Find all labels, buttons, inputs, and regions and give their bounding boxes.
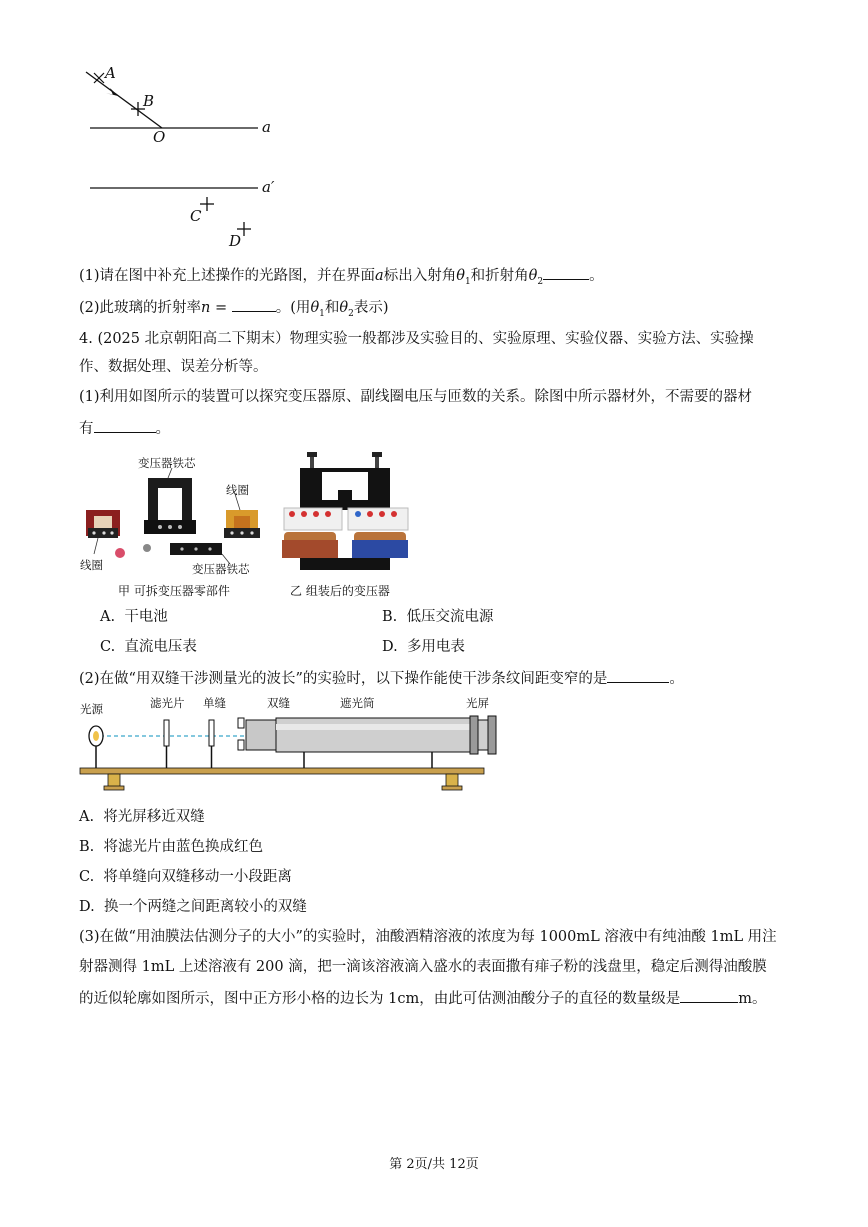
page-number: 第 2页/共 12页 [389, 1157, 479, 1172]
knob [143, 544, 151, 552]
label-b-pin: B [143, 92, 155, 110]
screen-holder [470, 716, 478, 754]
core-u-part [144, 478, 196, 534]
option-2-c[interactable]: C. 将单缝向双缝移动一小段距离 [79, 869, 292, 885]
answer-blank[interactable] [543, 264, 589, 280]
right-coil-part [224, 510, 260, 538]
option-2-d[interactable]: D. 换一个两缝之间距离较小的双缝 [79, 899, 307, 915]
knob [115, 548, 125, 558]
label-interface-a-prime: a′ [262, 178, 275, 196]
caption-yi: 乙 组装后的变压器 [290, 584, 390, 598]
label-c-pin: C [190, 207, 202, 225]
label-coil-right: 线圈 [226, 483, 249, 497]
label-d-pin: D [229, 232, 242, 250]
caption-jia: 甲 可拆变压器零部件 [118, 584, 230, 598]
q4-part1-line2: 有 。 [79, 417, 170, 439]
q3-part2: (2)此玻璃的折射率n = 。(用$\theta_1$和$\theta_2$表示) [79, 296, 389, 324]
answer-blank[interactable] [232, 296, 276, 312]
q4-stem-line2: 作、数据处理、误差分析等。 [79, 359, 268, 375]
core-bar-part [170, 543, 222, 555]
label-double-slit: 双缝 [267, 696, 290, 710]
q4-part3-line3: 的近似轮廓如图所示，图中正方形小格的边长为 1cm，由此可估测油酸分子的直径的数量级是 m。 [79, 987, 766, 1009]
double-slit-holder [246, 720, 276, 750]
left-coil-part [86, 510, 120, 538]
optical-bench-rail [80, 768, 484, 774]
single-slit [209, 720, 214, 746]
light-shield-tube [276, 718, 476, 752]
assembled-transformer-figure [280, 450, 415, 580]
q3-part1: (1)请在图中补充上述操作的光路图，并在界面a标出入射角$\theta_1$和折射角$\theta_2$ 。 [79, 264, 604, 292]
label-a-pin: A [105, 64, 116, 82]
optical-bench-figure [78, 714, 498, 794]
option-2-b[interactable]: B. 将滤光片由蓝色换成红色 [79, 839, 263, 855]
q4-part1-line1: (1)利用如图所示的装置可以探究变压器原、副线圈电压与匝数的关系。除图中所示器材外，不需要的器材 [79, 389, 753, 405]
answer-blank[interactable] [94, 417, 156, 433]
q4-stem-line1: 4. (2025 北京朝阳高二下期末）物理实验一般都涉及实验目的、实验原理、实验仪器、实验方法、实验操 [79, 331, 754, 347]
label-coil-left: 线圈 [80, 558, 103, 572]
option-1-a[interactable]: A. 干电池 [100, 609, 168, 625]
label-light-source: 光源 [80, 702, 103, 716]
q4-part3-line1: (3)在做“用油膜法估测分子的大小”的实验时，油酸酒精溶液的浓度为每 1000mL 溶液中有纯油酸 1mL 用注 [79, 929, 777, 945]
label-screen: 光屏 [466, 696, 489, 710]
ray-arrow [106, 88, 118, 96]
q4-part2: (2)在做“用双缝干涉测量光的波长”的实验时，以下操作能使干涉条纹间距变窄的是 。 [79, 667, 684, 689]
answer-blank[interactable] [607, 667, 669, 683]
option-1-d[interactable]: D. 多用电表 [382, 639, 465, 655]
refraction-diagram [80, 60, 300, 255]
label-interface-a: a [262, 118, 271, 136]
filter [164, 720, 169, 746]
label-o-point: O [153, 128, 166, 146]
q4-part3-line2: 射器测得 1mL 上述溶液有 200 滴，把一滴该溶液滴入盛水的表面撒有痱子粉的浅盘里，稳定后测得油酸膜 [79, 959, 767, 975]
option-2-a[interactable]: A. 将光屏移近双缝 [79, 809, 205, 825]
label-tube: 遮光筒 [340, 696, 375, 710]
label-single-slit: 单缝 [203, 696, 226, 710]
option-1-b[interactable]: B. 低压交流电源 [382, 609, 494, 625]
label-core-bottom: 变压器铁芯 [192, 562, 250, 576]
label-core-top: 变压器铁芯 [138, 456, 196, 470]
label-filter: 滤光片 [150, 696, 185, 710]
answer-blank[interactable] [680, 987, 738, 1003]
option-1-c[interactable]: C. 直流电压表 [100, 639, 197, 655]
